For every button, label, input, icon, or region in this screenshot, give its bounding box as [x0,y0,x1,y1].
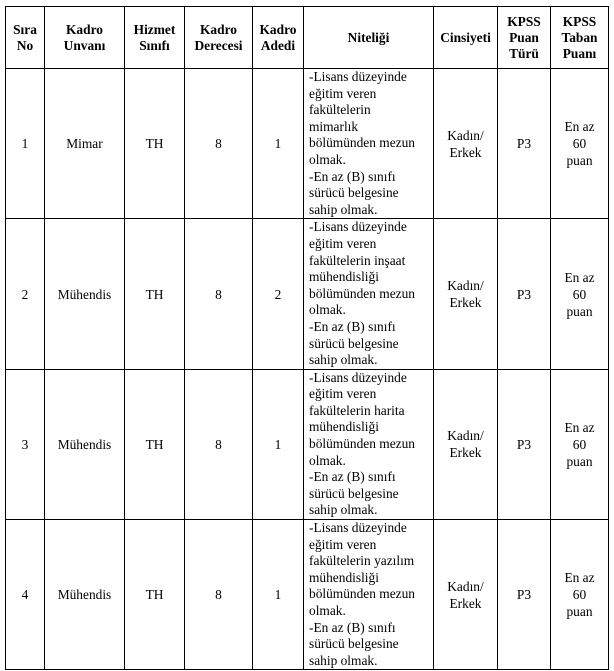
nitelik-line: sürücü belgesine [309,185,399,201]
nitelik-line: sürücü belgesine [309,335,399,351]
header-line: Sıra [13,21,37,37]
nitelik-line: eğitim veren [309,235,377,251]
header-kpss-puan-turu [498,7,551,69]
nitelik-line: -En az (B) sınıfı [309,619,396,635]
cell-cinsiyeti [434,219,498,369]
cell-kpss-puan-turu: P3 [498,369,551,519]
cell-niteligi [304,520,434,670]
header-line: KPSS [562,13,597,29]
header-line: Puanı [562,45,597,61]
cell-cinsiyeti [434,520,498,670]
nitelik-line: bölümünden mezun [309,586,415,602]
nitelik-line: olmak. [309,452,346,468]
taban-puan-line: puan [566,453,593,469]
cell-hizmet-sinifi: TH [125,219,185,369]
cell-kpss-taban-puani [551,219,609,369]
header-line: No [16,37,34,53]
taban-puan-line: puan [566,604,593,620]
header-row [6,7,609,69]
taban-puan-line: puan [566,153,593,169]
nitelik-line: olmak. [309,302,346,318]
header-kadro-derecesi [185,7,253,69]
cinsiyet-line: Kadın/ [447,428,484,444]
header-line: Sınıfı [139,37,170,53]
header-line: Kadro [66,21,103,37]
cell-kadro-derecesi: 8 [185,520,253,670]
taban-puan-line: 60 [572,436,587,452]
kadro-table [5,6,609,670]
nitelik-line: eğitim veren [309,536,377,552]
header-line: Puan [509,29,539,45]
taban-puan-line: 60 [572,587,587,603]
nitelik-line: fakültelerin [309,102,371,118]
cinsiyet-line: Kadın/ [447,127,484,143]
nitelik-line: bölümünden mezun [309,135,415,151]
cell-kadro-derecesi: 8 [185,219,253,369]
header-line: Taban [561,29,598,45]
header-line: Adedi [260,37,296,53]
nitelik-line: sahip olmak. [309,201,378,217]
nitelik-line: mühendisliği [309,569,379,585]
header-line: Kadro [259,21,297,37]
table-row [6,520,609,670]
header-line: Cinsiyeti [440,29,491,45]
taban-puan-line: puan [566,303,593,319]
cell-kpss-puan-turu: P3 [498,219,551,369]
cell-hizmet-sinifi: TH [125,69,185,219]
nitelik-line: fakültelerin inşaat [309,252,406,268]
cell-kadro-adedi: 1 [253,69,304,219]
cell-sira-no: 3 [6,369,45,519]
taban-puan-line: En az [564,269,595,285]
nitelik-line: olmak. [309,151,346,167]
taban-puan-line: 60 [572,136,587,152]
nitelik-line: -Lisans düzeyinde [309,69,407,84]
header-line: Hizmet [133,21,176,37]
cell-kpss-taban-puani [551,369,609,519]
cell-cinsiyeti [434,69,498,219]
cell-kadro-adedi: 1 [253,520,304,670]
cell-kpss-puan-turu: P3 [498,69,551,219]
header-kpss-taban-puani [551,7,609,69]
nitelik-line: sahip olmak. [309,652,378,668]
header-line: Türü [509,45,539,61]
nitelik-line: sürücü belgesine [309,636,399,652]
nitelik-line: -En az (B) sınıfı [309,318,396,334]
cell-kadro-unvani: Mühendis [45,219,125,369]
nitelik-line: fakültelerin harita [309,402,405,418]
header-sira-no [6,7,45,69]
taban-puan-line: En az [564,119,595,135]
nitelik-line: sahip olmak. [309,502,378,518]
header-line: Derecesi [194,37,243,53]
cinsiyet-line: Kadın/ [447,278,484,294]
nitelik-line: -Lisans düzeyinde [309,369,407,385]
nitelik-line: olmak. [309,603,346,618]
nitelik-line: mimarlık [309,118,359,134]
cell-kpss-taban-puani [551,520,609,670]
header-line: Niteliği [347,29,390,45]
cell-niteligi [304,219,434,369]
header-cinsiyeti [434,7,498,69]
nitelik-line: -En az (B) sınıfı [309,469,396,485]
cell-kadro-unvani: Mühendis [45,520,125,670]
cell-kadro-adedi: 1 [253,369,304,519]
header-hizmet-sinifi [125,7,185,69]
nitelik-line: eğitim veren [309,85,377,101]
cinsiyet-line: Kadın/ [447,578,484,594]
cell-kpss-taban-puani [551,69,609,219]
cinsiyet-line: Erkek [449,445,482,461]
header-line: KPSS [507,13,541,29]
header-kadro-unvani [45,7,125,69]
cell-niteligi [304,69,434,219]
header-niteligi [304,7,434,69]
cell-kpss-puan-turu: P3 [498,520,551,670]
taban-puan-line: En az [564,419,595,435]
nitelik-line: bölümünden mezun [309,436,415,452]
nitelik-line: -Lisans düzeyinde [309,219,407,235]
cell-kadro-unvani: Mimar [45,69,125,219]
table-row [6,219,609,369]
taban-puan-line: 60 [572,286,587,302]
cinsiyet-line: Erkek [449,295,482,311]
cinsiyet-line: Erkek [449,144,482,160]
nitelik-line: eğitim veren [309,386,377,402]
header-kadro-adedi [253,7,304,69]
cell-sira-no: 4 [6,520,45,670]
cell-kadro-derecesi: 8 [185,69,253,219]
cell-sira-no: 1 [6,69,45,219]
cell-hizmet-sinifi: TH [125,369,185,519]
nitelik-line: sürücü belgesine [309,485,399,501]
cell-kadro-unvani: Mühendis [45,369,125,519]
nitelik-line: -En az (B) sınıfı [309,168,396,184]
nitelik-line: mühendisliği [309,269,379,285]
table-row [6,369,609,519]
table-row [6,69,609,219]
nitelik-line: fakültelerin yazılım [309,553,415,569]
cell-kadro-derecesi: 8 [185,369,253,519]
header-line: Unvanı [63,37,106,53]
nitelik-line: -Lisans düzeyinde [309,520,407,536]
taban-puan-line: En az [564,570,595,586]
cell-kadro-adedi: 2 [253,219,304,369]
nitelik-line: bölümünden mezun [309,285,415,301]
cell-niteligi [304,369,434,519]
cell-hizmet-sinifi: TH [125,520,185,670]
cell-sira-no: 2 [6,219,45,369]
nitelik-line: mühendisliği [309,419,379,435]
nitelik-line: sahip olmak. [309,352,378,368]
cinsiyet-line: Erkek [449,595,482,611]
cell-cinsiyeti [434,369,498,519]
header-line: Kadro [200,21,237,37]
